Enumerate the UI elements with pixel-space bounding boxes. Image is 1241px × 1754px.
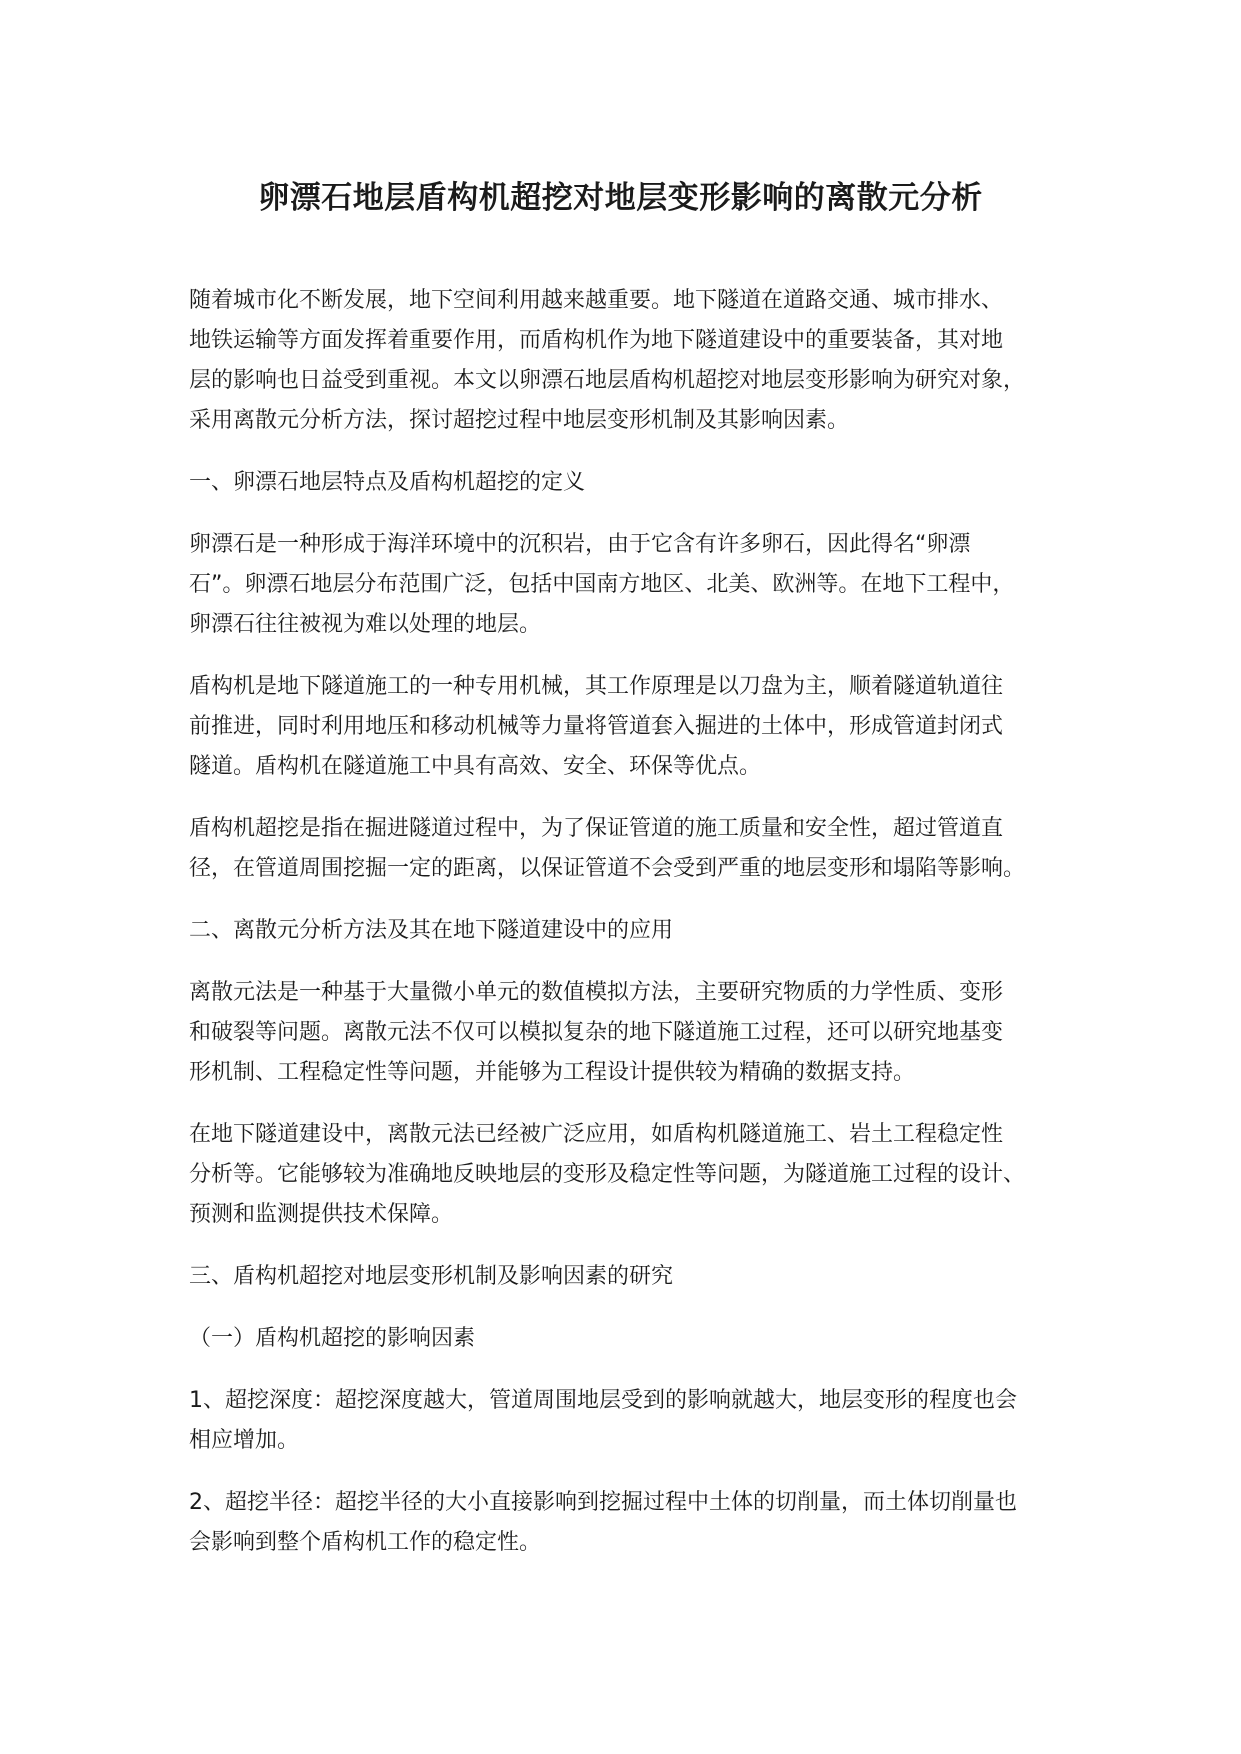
text-line: 分析等。它能够较为准确地反映地层的变形及稳定性等问题，为隧道施工过程的设计、 xyxy=(189,1162,1026,1187)
text-line: 相应增加。 xyxy=(189,1428,300,1453)
text-line: 随着城市化不断发展，地下空间利用越来越重要。地下隧道在道路交通、城市排水、 xyxy=(189,288,1004,313)
subsection-heading-1: （一）盾构机超挖的影响因素 xyxy=(189,1326,476,1351)
text-line: 1、超挖深度：超挖深度越大，管道周围地层受到的影响就越大，地层变形的程度也会 xyxy=(189,1388,1017,1413)
dem-paragraph xyxy=(189,973,1079,1093)
overexcavation-paragraph xyxy=(189,809,1079,889)
document-title: 卵漂石地层盾构机超挖对地层变形影响的离散元分析 xyxy=(258,180,983,216)
text-line: 径，在管道周围挖掘一定的距离，以保证管道不会受到严重的地层变形和塌陷等影响。 xyxy=(189,856,1026,881)
text-line: 石”。卵漂石地层分布范围广泛，包括中国南方地区、北美、欧洲等。在地下工程中， xyxy=(189,572,1015,597)
text-line: 卵漂石是一种形成于海洋环境中的沉积岩，由于它含有许多卵石，因此得名“卵漂 xyxy=(189,532,971,557)
text-line: 前推进，同时利用地压和移动机械等力量将管道套入掘进的土体中，形成管道封闭式 xyxy=(189,714,1004,739)
shield-machine-paragraph xyxy=(189,667,1079,787)
text-line: 和破裂等问题。离散元法不仅可以模拟复杂的地下隧道施工过程，还可以研究地基变 xyxy=(189,1020,1004,1045)
text-line: 采用离散元分析方法，探讨超挖过程中地层变形机制及其影响因素。 xyxy=(189,408,850,433)
text-line: 层的影响也日益受到重视。本文以卵漂石地层盾构机超挖对地层变形影响为研究对象， xyxy=(189,368,1026,393)
text-line: 地铁运输等方面发挥着重要作用，而盾构机作为地下隧道建设中的重要装备，其对地 xyxy=(189,328,1004,353)
text-line: 离散元法是一种基于大量微小单元的数值模拟方法，主要研究物质的力学性质、变形 xyxy=(189,980,1004,1005)
text-line: 在地下隧道建设中，离散元法已经被广泛应用，如盾构机隧道施工、岩土工程稳定性 xyxy=(189,1122,1004,1147)
text-line: 盾构机超挖是指在掘进隧道过程中，为了保证管道的施工质量和安全性，超过管道直 xyxy=(189,816,1004,841)
list-item xyxy=(189,1483,1079,1563)
intro-paragraph xyxy=(189,281,1079,441)
section-heading-2: 二、离散元分析方法及其在地下隧道建设中的应用 xyxy=(189,918,674,943)
text-line: 卵漂石往往被视为难以处理的地层。 xyxy=(189,612,542,637)
text-line: 预测和监测提供技术保障。 xyxy=(189,1202,454,1227)
dem-application-paragraph xyxy=(189,1115,1079,1235)
text-line: 2、超挖半径：超挖半径的大小直接影响到挖掘过程中土体的切削量，而土体切削量也 xyxy=(189,1490,1017,1515)
pebble-paragraph xyxy=(189,525,1079,645)
text-line: 会影响到整个盾构机工作的稳定性。 xyxy=(189,1530,542,1555)
list-item xyxy=(189,1381,1079,1461)
text-line: 形机制、工程稳定性等问题，并能够为工程设计提供较为精确的数据支持。 xyxy=(189,1060,916,1085)
section-heading-1: 一、卵漂石地层特点及盾构机超挖的定义 xyxy=(189,470,586,495)
text-line: 隧道。盾构机在隧道施工中具有高效、安全、环保等优点。 xyxy=(189,754,762,779)
text-line: 盾构机是地下隧道施工的一种专用机械，其工作原理是以刀盘为主，顺着隧道轨道往 xyxy=(189,674,1004,699)
document-body xyxy=(189,281,1079,1585)
section-heading-3: 三、盾构机超挖对地层变形机制及影响因素的研究 xyxy=(189,1264,674,1289)
